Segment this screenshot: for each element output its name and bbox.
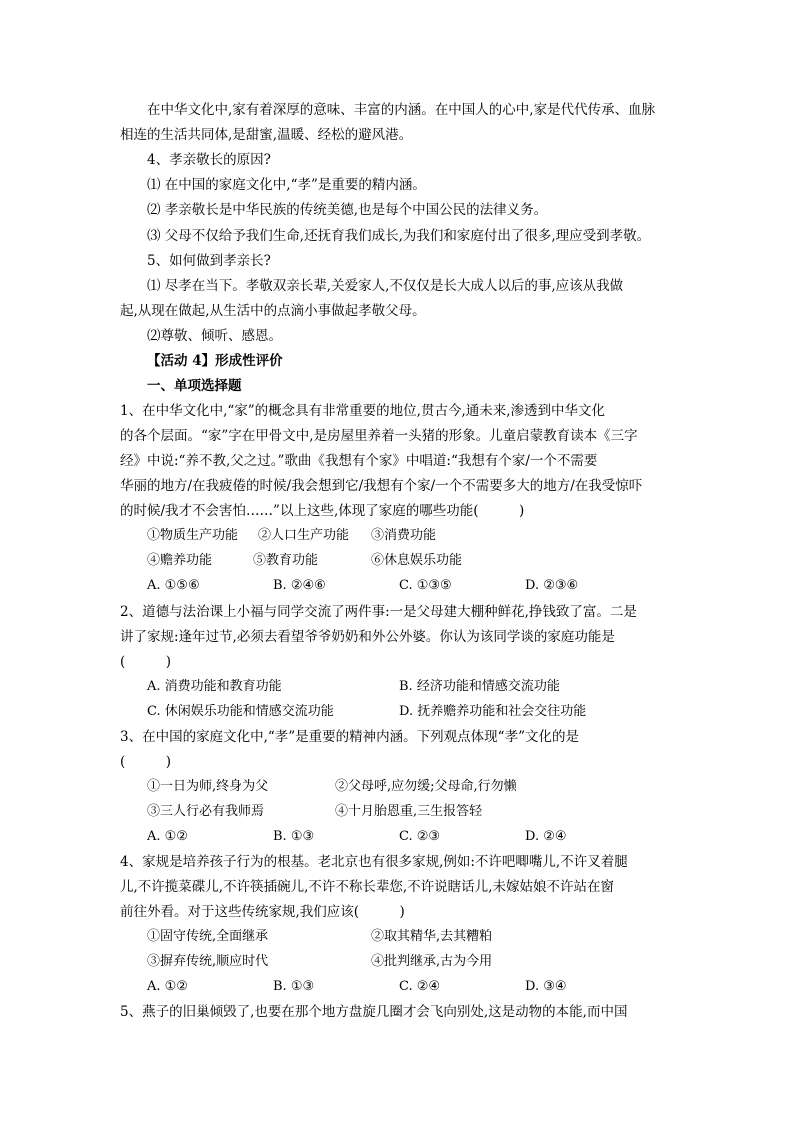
- q4-option-c: C. ②④: [399, 979, 441, 994]
- q4-item-1: ①固守传统,全面继承: [147, 929, 269, 944]
- q2-option-d: D. 抚养赡养功能和社会交往功能: [399, 704, 587, 719]
- section5-point-2: ⑵尊敬、倾听、感恩。: [147, 328, 282, 344]
- q3-stem-line-2: ( ): [120, 754, 172, 770]
- q1-stem-line-5: 的时候/我才不会害怕……”以上这些,体现了家庭的哪些功能( ): [120, 503, 525, 519]
- q1-stem-line-2: 的各个层面。“家”字在甲骨文中,是房屋里养着一头猪的形象。儿童启蒙教育读本《三字: [120, 428, 638, 444]
- q1-item-4: ④赡养功能: [147, 553, 213, 568]
- activity-heading: 【活动 4】形成性评价: [147, 353, 283, 369]
- q4-item-4: ④批判继承,古为今用: [371, 954, 493, 969]
- q4-item-2: ②取其精华,去其糟粕: [371, 929, 493, 944]
- section4-title: 4、孝亲敬长的原因?: [147, 152, 271, 168]
- section5-point-1-line-1: ⑴ 尽孝在当下。孝敬双亲长辈,关爱家人,不仅仅是长大成人以后的事,应该从我做: [147, 278, 624, 294]
- q3-item-3: ③三人行必有我师焉: [147, 804, 265, 819]
- q1-stem-line-4: 华丽的地方/在我疲倦的时候/我会想到它/我想有个家/一个不需要多大的地方/在我受惊吓: [120, 478, 643, 494]
- q2-option-b: B. 经济功能和情感交流功能: [399, 679, 560, 694]
- q4-stem-line-3: 前往外看。对于这些传统家规,我们应该( ): [120, 904, 405, 920]
- section4-point-1: ⑴ 在中国的家庭文化中,“孝”是重要的精内涵。: [147, 177, 426, 193]
- q1-option-c: C. ①③⑤: [399, 578, 452, 593]
- q3-option-b: B. ①③: [273, 829, 315, 844]
- q3-item-2: ②父母呼,应勿缓;父母命,行勿懒: [335, 779, 517, 794]
- section5-title: 5、如何做到孝亲长?: [147, 253, 271, 269]
- q4-option-a: A. ①②: [147, 979, 188, 994]
- intro-line-2: 相连的生活共同体,是甜蜜,温暖、经松的避风港。: [120, 127, 413, 143]
- q1-item-2: ②人口生产功能: [258, 528, 350, 543]
- q3-item-4: ④十月胎恩重,三生报答轻: [335, 804, 483, 819]
- q1-item-6: ⑥休息娱乐功能: [371, 553, 463, 568]
- intro-line-1: 在中华文化中,家有着深厚的意味、丰富的内涵。在中国人的心中,家是代代传承、血脉: [147, 102, 656, 118]
- q4-item-3: ③摒弃传统,顺应时代: [147, 954, 269, 969]
- q2-option-c: C. 休闲娱乐功能和情感交流功能: [147, 704, 334, 719]
- q5-stem-line-1: 5、燕子的旧巢倾毁了,也要在那个地方盘旋几圈才会飞向别处,这是动物的本能,而中国: [120, 1004, 628, 1020]
- q2-option-a: A. 消费功能和教育功能: [147, 679, 282, 694]
- q1-stem-line-3: 经》中说:“养不教,父之过。”歌曲《我想有个家》中唱道:“我想有个家/一个不需要: [120, 453, 598, 469]
- q4-stem-line-2: 儿,不许揽菜碟儿,不许筷插碗儿,不许不称长辈您,不许说瞎话儿,未嫁姑娘不许站在窗: [120, 879, 614, 895]
- section4-point-3: ⑶ 父母不仅给予我们生命,还抚育我们成长,为我们和家庭付出了很多,理应受到孝敬。: [147, 228, 651, 244]
- q1-option-d: D. ②③⑥: [525, 578, 579, 593]
- q1-item-5: ⑤教育功能: [253, 553, 319, 568]
- q2-stem-line-2: 讲了家规:逢年过节,必须去看望爷爷奶奶和外公外婆。你认为该同学谈的家庭功能是: [120, 629, 615, 645]
- q4-stem-line-1: 4、家规是培养孩子行为的根基。老北京也有很多家规,例如:不许吧唧嘴儿,不许叉着腿: [120, 854, 628, 870]
- q1-option-a: A. ①⑤⑥: [147, 578, 200, 593]
- q1-stem-line-1: 1、在中华文化中,“家”的概念具有非常重要的地位,贯古今,通未来,渗透到中华文化: [120, 403, 606, 419]
- section-heading-single-choice: 一、单项选择题: [147, 378, 242, 394]
- q4-option-b: B. ①③: [273, 979, 315, 994]
- q2-stem-line-1: 2、道德与法治课上小福与同学交流了两件事:一是父母建大棚种鲜花,挣钱致了富。二是: [120, 604, 637, 620]
- q2-stem-line-3: ( ): [120, 654, 172, 670]
- q3-stem-line-1: 3、在中国的家庭文化中,“孝”是重要的精神内涵。下列观点体现“孝”文化的是: [120, 729, 579, 745]
- section5-point-1-line-2: 起,从现在做起,从生活中的点滴小事做起孝敬父母。: [120, 303, 426, 319]
- q4-option-d: D. ③④: [525, 979, 567, 994]
- q1-item-3: ③消费功能: [371, 528, 437, 543]
- q3-option-d: D. ②④: [525, 829, 567, 844]
- q1-item-1: ①物质生产功能: [147, 528, 239, 543]
- section4-point-2: ⑵ 孝亲敬长是中华民族的传统美德,也是每个中国公民的法律义务。: [147, 202, 548, 218]
- q3-item-1: ①一日为师,终身为父: [147, 779, 269, 794]
- q3-option-a: A. ①②: [147, 829, 188, 844]
- q3-option-c: C. ②③: [399, 829, 441, 844]
- q1-option-b: B. ②④⑥: [273, 578, 326, 593]
